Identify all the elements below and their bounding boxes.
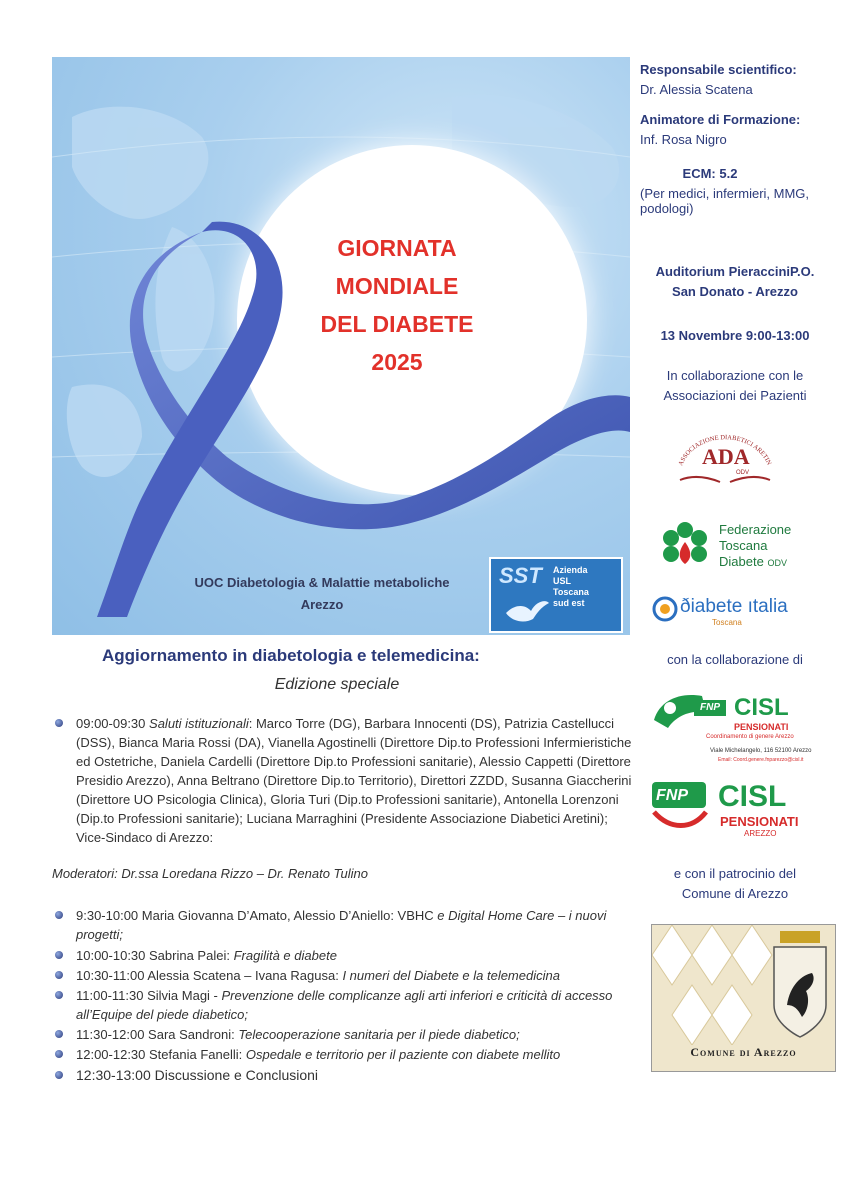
comune-crest-icon xyxy=(652,925,835,1045)
federazione-toscana-diabete-logo xyxy=(655,520,835,572)
resp-label: Responsabile scientifico: xyxy=(640,62,797,77)
sst-usl-logo xyxy=(489,557,623,633)
list-item xyxy=(52,1025,632,1044)
usl-line-3: Toscana xyxy=(553,587,589,597)
pensionati-text: PENSIONATI xyxy=(734,722,789,732)
con-collab-text: con la collaborazione di xyxy=(667,652,803,667)
opening-label: Saluti istituzionali xyxy=(149,716,249,731)
venue-block xyxy=(640,264,830,299)
item-speakers: Maria Giovanna D’Amato, Alessio D’Aniello: VBHC xyxy=(141,908,438,923)
item-title: Ospedale e territorio per il paziente con diabete mellito xyxy=(245,1047,561,1062)
uoc-line-1: UOC Diabetologia & Malattie metaboliche xyxy=(194,575,450,590)
usl-logo-text xyxy=(553,565,589,609)
item-title: Prevenzione delle complicanze agli arti inferiori e criticità di accesso all’Equipe del piede diabetico; xyxy=(76,988,613,1022)
cisl-email: Email: Coord.genere.fnparezzo@cisl.it xyxy=(718,757,804,763)
list-item xyxy=(52,1045,632,1064)
ada-arc-text: ASSOCIAZIONE DIABETICI ARETIN xyxy=(677,434,773,467)
pensionati-text-2: PENSIONATI xyxy=(720,814,799,829)
animatore-block xyxy=(640,112,800,147)
item-title: Fragilità e diabete xyxy=(233,948,337,963)
ftd-diabete: Diabete xyxy=(719,554,764,569)
ftd-text xyxy=(719,522,791,571)
comune-label: Comune di Arezzo xyxy=(690,1045,797,1059)
ada-odv: ODV xyxy=(736,470,750,476)
sst-logo-text: SST xyxy=(499,563,542,588)
cisl-address: Viale Michelangelo, 116 52100 Arezzo xyxy=(710,748,812,754)
diabete-italia-logo xyxy=(652,592,842,632)
item-time: 11:30-12:00 xyxy=(76,1027,149,1042)
usl-line-2: USL xyxy=(553,576,571,586)
ftd-odv: ODV xyxy=(767,558,787,568)
responsabile-block xyxy=(640,62,797,97)
anim-label: Animatore di Formazione: xyxy=(640,112,801,127)
bird-icon xyxy=(501,593,551,627)
collab-line-1: In collaborazione con le xyxy=(666,368,804,383)
hero-title-line-3: DEL DIABETE xyxy=(320,311,474,337)
ecm-label: ECM: 5.2 xyxy=(682,166,738,181)
patrocinio-line-2: Comune di Arezzo xyxy=(681,886,789,901)
ftd-line-2: Toscana xyxy=(719,538,768,553)
patrocinio-block xyxy=(640,864,830,904)
program-title: Aggiornamento in diabetologia e telemedicina: xyxy=(102,646,480,665)
uoc-line-2: Arezzo xyxy=(300,597,344,612)
fnp-badge: FNP xyxy=(694,700,726,716)
ada-logo xyxy=(670,422,780,492)
coordinamento-text: Coordinamento di genere Arezzo xyxy=(706,734,794,740)
item-time: 9:30-10:00 xyxy=(76,908,142,923)
uoc-caption xyxy=(172,572,472,616)
item-speakers: Sara Sandroni: xyxy=(148,1027,239,1042)
item-time: 12:30-13:00 xyxy=(76,1067,155,1083)
item-speakers: Discussione e Conclusioni xyxy=(154,1067,319,1083)
cisl-text: CISL xyxy=(734,694,789,721)
anim-name: Inf. Rosa Nigro xyxy=(640,132,727,147)
venue-line-2: San Donato - Arezzo xyxy=(672,284,798,299)
item-title: Telecooperazione sanitaria per il piede diabetico; xyxy=(238,1027,520,1042)
diabete-italia-name: ðiabete ıtalia xyxy=(680,596,788,617)
ecm-block xyxy=(640,166,840,216)
arezzo-text: AREZZO xyxy=(744,829,777,838)
ftd-line-1: Federazione xyxy=(719,522,792,537)
comune-di-arezzo-logo xyxy=(651,924,836,1072)
hero-title xyxy=(252,229,542,381)
cisl-fnp-arezzo-logo xyxy=(650,778,820,838)
opening-text: : Marco Torre (DG), Barbara Innocenti (DS), Patrizia Castellucci (DSS), Bianca Maria Rossi (DA), Vianella Agostinelli (Direttore Dip.to Professioni Infermieristiche ed Ostetriche, Daniela Cardelli (Direttore Dip.to Professioni sanitarie), Alessio Cappetti (Direttore Presidio Arezzo), Anna Beltrano (Direttore Dip.to Territorio), Direttori ZZDD, Susanna Giaccherini (Direttore UO Psicologia Clinica), Gloria Turi (Dip.to Professioni sanitarie), Antonella Lorenzoni (Dip.to Professioni sanitarie); Luciana Marraghini (Presidente Associazione Diabetici Aretini); Vice-Sindaco di Arezzo: xyxy=(76,716,632,845)
item-title: I numeri del Diabete e la telemedicina xyxy=(342,968,560,983)
moderators: Moderatori: Dr.ssa Loredana Rizzo – Dr. Renato Tulino xyxy=(52,866,368,881)
program-subtitle: Edizione speciale xyxy=(274,676,400,693)
patrocinio-line-1: e con il patrocinio del xyxy=(673,866,797,881)
list-item xyxy=(52,906,632,944)
item-speakers: Stefania Fanelli: xyxy=(149,1047,246,1062)
collab-block xyxy=(640,366,830,406)
list-item-opening xyxy=(52,714,632,847)
hero-banner xyxy=(52,57,630,635)
diabete-italia-sub: Toscana xyxy=(712,618,742,627)
fnp-text: FNP xyxy=(656,787,688,804)
ecm-note-2: podologi) xyxy=(640,201,694,216)
item-time: 12:00-12:30 xyxy=(76,1047,150,1062)
ecm-note-1: (Per medici, infermieri, MMG, xyxy=(640,186,810,201)
list-item xyxy=(52,986,632,1024)
event-date: 13 Novembre 9:00-13:00 xyxy=(660,328,810,343)
usl-line-4: sud est xyxy=(553,598,585,608)
opening-time: 09:00-09:30 xyxy=(76,716,146,731)
list-item xyxy=(52,1066,632,1085)
ada-letters: ADA xyxy=(702,444,750,469)
item-time: 11:00-11:30 xyxy=(76,988,148,1003)
item-time: 10:30-11:00 xyxy=(76,968,148,983)
item-speakers: Silvia Magi - xyxy=(147,988,222,1003)
ftd-flower-icon xyxy=(655,520,715,572)
program-list xyxy=(52,906,632,1085)
venue-line-1: Auditorium PieracciniP.O. xyxy=(655,264,815,279)
hero-title-line-2: MONDIALE xyxy=(335,273,459,299)
usl-line-1: Azienda xyxy=(553,565,588,575)
collab-line-2: Associazioni dei Pazienti xyxy=(663,388,807,403)
item-speakers: Alessia Scatena – Ivana Ragusa: xyxy=(147,968,343,983)
hero-title-line-1: GIORNATA xyxy=(337,235,457,261)
list-item xyxy=(52,946,632,965)
ftd-line-3 xyxy=(719,554,791,571)
cisl-fnp-coordinamento-logo xyxy=(650,690,830,770)
item-speakers: Sabrina Palei: xyxy=(149,948,234,963)
item-time: 10:00-10:30 xyxy=(76,948,150,963)
resp-name: Dr. Alessia Scatena xyxy=(640,82,753,97)
item-title: e Digital Home Care – i nuovi progetti; xyxy=(76,908,607,942)
hero-title-line-4: 2025 xyxy=(371,349,423,375)
cisl-text-2: CISL xyxy=(718,780,787,813)
diabete-italia-drop-icon xyxy=(652,596,678,622)
opening-session xyxy=(52,714,632,847)
list-item xyxy=(52,966,632,985)
